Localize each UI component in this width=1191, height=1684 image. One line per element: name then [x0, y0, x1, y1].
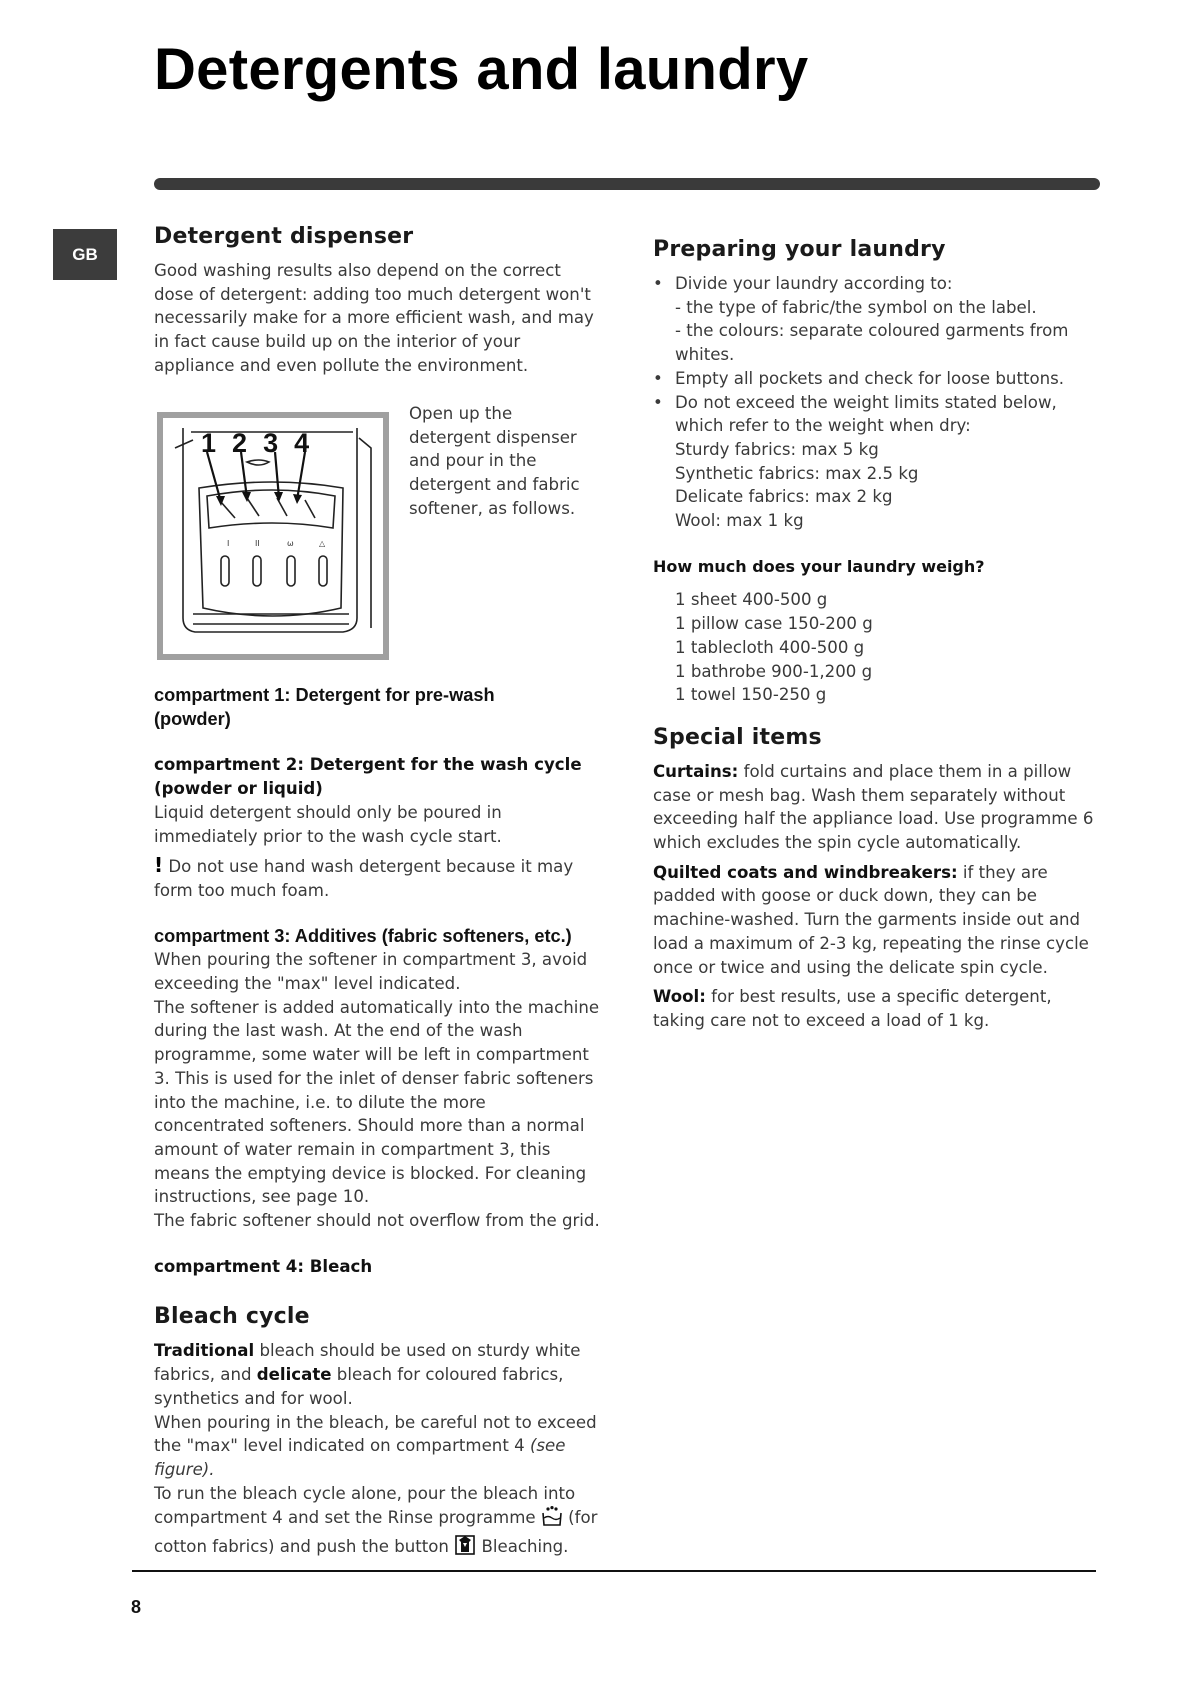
page-title: Detergents and laundry — [154, 37, 809, 102]
dispenser-figure — [157, 412, 389, 660]
curtains-paragraph — [653, 760, 1103, 855]
text-line: which excludes the spin cycle automatically. — [653, 833, 1022, 853]
wool-paragraph — [653, 985, 1103, 1032]
svg-text:ω: ω — [287, 539, 294, 548]
list-item: 1 tablecloth 400-500 g — [675, 637, 865, 657]
text-line: (powder) — [154, 708, 231, 729]
special-items-heading: Special items — [653, 724, 822, 750]
language-tab: GB — [53, 229, 117, 280]
text-line: exceeding the "max" level indicated. — [154, 974, 461, 994]
compartment-3-heading: compartment 3: Additives (fabric softeners, etc.) — [154, 925, 572, 946]
text-line: Do not exceed the weight limits stated below, — [675, 392, 1057, 412]
warning-note — [154, 854, 609, 902]
text-span: for best results, use a specific detergent, — [705, 987, 1052, 1007]
bold-term: Curtains: — [653, 761, 739, 781]
text-line: synthetics and for wool. — [154, 1388, 353, 1408]
text-line: concentrated softeners. Should more than a normal — [154, 1116, 585, 1136]
text-line: Sturdy fabrics: max 5 kg — [675, 439, 879, 459]
footer-divider — [132, 1570, 1096, 1572]
text-line: necessarily make for a more efficient wash, and may — [154, 308, 594, 328]
dispenser-intro — [154, 259, 609, 378]
text-line: The fabric softener should not overflow from the grid. — [154, 1211, 600, 1231]
laundry-weight-heading: How much does your laundry weigh? — [653, 556, 985, 576]
text-line: immediately prior to the wash cycle start. — [154, 826, 502, 846]
compartment-4-heading: compartment 4: Bleach — [154, 1256, 373, 1276]
text-line: padded with goose or duck down, they can be — [653, 886, 1038, 906]
text-line: 3. This is used for the inlet of denser fabric softeners — [154, 1068, 594, 1088]
text-line: exceeding half the appliance load. Use programme 6 — [653, 809, 1094, 829]
bleach-cycle-text — [154, 1339, 609, 1562]
text-line: detergent and fabric — [409, 475, 580, 495]
text-line: during the last wash. At the end of the wash — [154, 1021, 523, 1041]
text-line: load a maximum of 2-3 kg, repeating the rinse cycle — [653, 933, 1089, 953]
figure-label-2: 2 — [232, 428, 248, 458]
svg-text:△: △ — [319, 539, 326, 548]
text-line: appliance and even pollute the environment. — [154, 355, 529, 375]
text-line: (powder or liquid) — [154, 779, 323, 799]
list-item — [653, 367, 1103, 391]
text-line: machine-washed. Turn the garments inside out and — [653, 910, 1081, 930]
quilted-coats-paragraph — [653, 861, 1103, 980]
text-span: the "max" level indicated on compartment 4 — [154, 1436, 530, 1456]
compartment-1-heading — [154, 684, 609, 731]
text-line: Do not use hand wash detergent because it may — [168, 857, 574, 877]
compartments-section — [154, 684, 609, 1563]
text-line: figure). — [154, 1459, 215, 1479]
list-item: 1 bathrobe 900-1,200 g — [675, 661, 873, 681]
text-line: compartment 1: Detergent for pre-wash — [154, 685, 495, 705]
figure-caption — [409, 402, 599, 521]
page-number: 8 — [131, 1597, 142, 1617]
text-span: (see — [529, 1436, 566, 1456]
text-line: The softener is added automatically into the machine — [154, 997, 600, 1017]
text-line: To run the bleach cycle alone, pour the bleach into — [154, 1483, 576, 1503]
text-span: fold curtains and place them in a pillow — [738, 761, 1072, 781]
text-line: compartment 2: Detergent for the wash cycle — [154, 755, 582, 775]
text-span: bleach should be used on sturdy white — [254, 1341, 581, 1361]
header-divider — [154, 178, 1100, 190]
text-line: amount of water remain in compartment 3, this — [154, 1139, 551, 1159]
bold-term: Quilted coats and windbreakers: — [653, 862, 958, 882]
figure-label-1: 1 — [201, 428, 217, 458]
list-item: 1 sheet 400-500 g — [675, 590, 828, 610]
text-line: means the emptying device is blocked. For cleaning — [154, 1163, 587, 1183]
text-line: Delicate fabrics: max 2 kg — [675, 487, 893, 507]
compartment-2-text — [154, 801, 609, 848]
detergent-dispenser-heading: Detergent dispenser — [154, 224, 414, 249]
text-line: Divide your laundry according to: — [675, 274, 953, 293]
text-span: Bleaching. — [476, 1537, 569, 1557]
text-line: Good washing results also depend on the correct — [154, 261, 561, 280]
text-line: Liquid detergent should only be poured in — [154, 802, 502, 822]
text-line: When pouring the softener in compartment 3, avoid — [154, 950, 588, 970]
bold-term: Wool: — [653, 987, 706, 1007]
text-line: once or twice and using the delicate spin cycle. — [653, 957, 1048, 977]
text-line: dose of detergent: adding too much detergent won't — [154, 284, 591, 304]
left-column — [154, 224, 609, 378]
text-span: fabrics, and — [154, 1365, 257, 1385]
warning-icon: ! — [154, 853, 164, 878]
text-line: into the machine, i.e. to dilute the more — [154, 1092, 486, 1112]
bleach-cycle-heading: Bleach cycle — [154, 1304, 310, 1330]
list-item — [653, 272, 1103, 367]
bleaching-button-icon — [454, 1534, 476, 1563]
text-line: When pouring in the bleach, be careful not to exceed — [154, 1412, 597, 1432]
text-line: Wool: max 1 kg — [675, 511, 804, 531]
preparing-list — [653, 272, 1103, 533]
compartment-2-heading — [154, 753, 609, 800]
bold-term: Traditional — [154, 1341, 255, 1361]
text-span: cotton fabrics) and push the button — [154, 1537, 455, 1557]
text-line: instructions, see page 10. — [154, 1187, 370, 1207]
list-item: 1 pillow case 150-200 g — [675, 614, 873, 634]
compartment-3-text — [154, 948, 609, 1232]
bullet: • — [653, 274, 663, 293]
text-line: Synthetic fabrics: max 2.5 kg — [675, 463, 919, 483]
svg-text:I: I — [227, 539, 230, 548]
bullet: • — [653, 392, 663, 412]
text-line: form too much foam. — [154, 880, 330, 900]
text-line: taking care not to exceed a load of 1 kg. — [653, 1010, 990, 1030]
right-column — [653, 237, 1103, 1033]
figure-label-4: 4 — [294, 428, 310, 458]
text-line: case or mesh bag. Wash them separately without — [653, 785, 1066, 805]
bold-term: delicate — [256, 1365, 332, 1385]
text-line: and pour in the — [409, 451, 537, 471]
preparing-laundry-heading: Preparing your laundry — [653, 237, 946, 262]
list-item: 1 towel 150-250 g — [675, 685, 827, 705]
text-line: detergent dispenser — [409, 427, 577, 447]
text-line: softener, as follows. — [409, 498, 576, 518]
svg-text:II: II — [255, 539, 260, 548]
text-line: programme, some water will be left in compartment — [154, 1045, 589, 1065]
text-span: bleach for coloured fabrics, — [331, 1365, 564, 1385]
text-line: Empty all pockets and check for loose buttons. — [675, 368, 1065, 388]
figure-label-3: 3 — [263, 428, 279, 458]
text-line: whites. — [675, 345, 735, 365]
text-line: Open up the — [409, 404, 513, 423]
text-line: in fact cause build up on the interior of your — [154, 332, 521, 352]
list-item — [653, 391, 1103, 533]
bullet: • — [653, 368, 663, 388]
rinse-programme-icon — [541, 1505, 563, 1534]
text-line: - the colours: separate coloured garments from — [675, 321, 1069, 341]
text-line: which refer to the weight when dry: — [675, 416, 971, 436]
weight-list — [653, 588, 1103, 707]
text-span: compartment 4 and set the Rinse programme — [154, 1508, 541, 1528]
text-line: - the type of fabric/the symbol on the label. — [675, 297, 1037, 317]
text-span: (for — [562, 1508, 598, 1528]
text-span: if they are — [957, 862, 1048, 882]
